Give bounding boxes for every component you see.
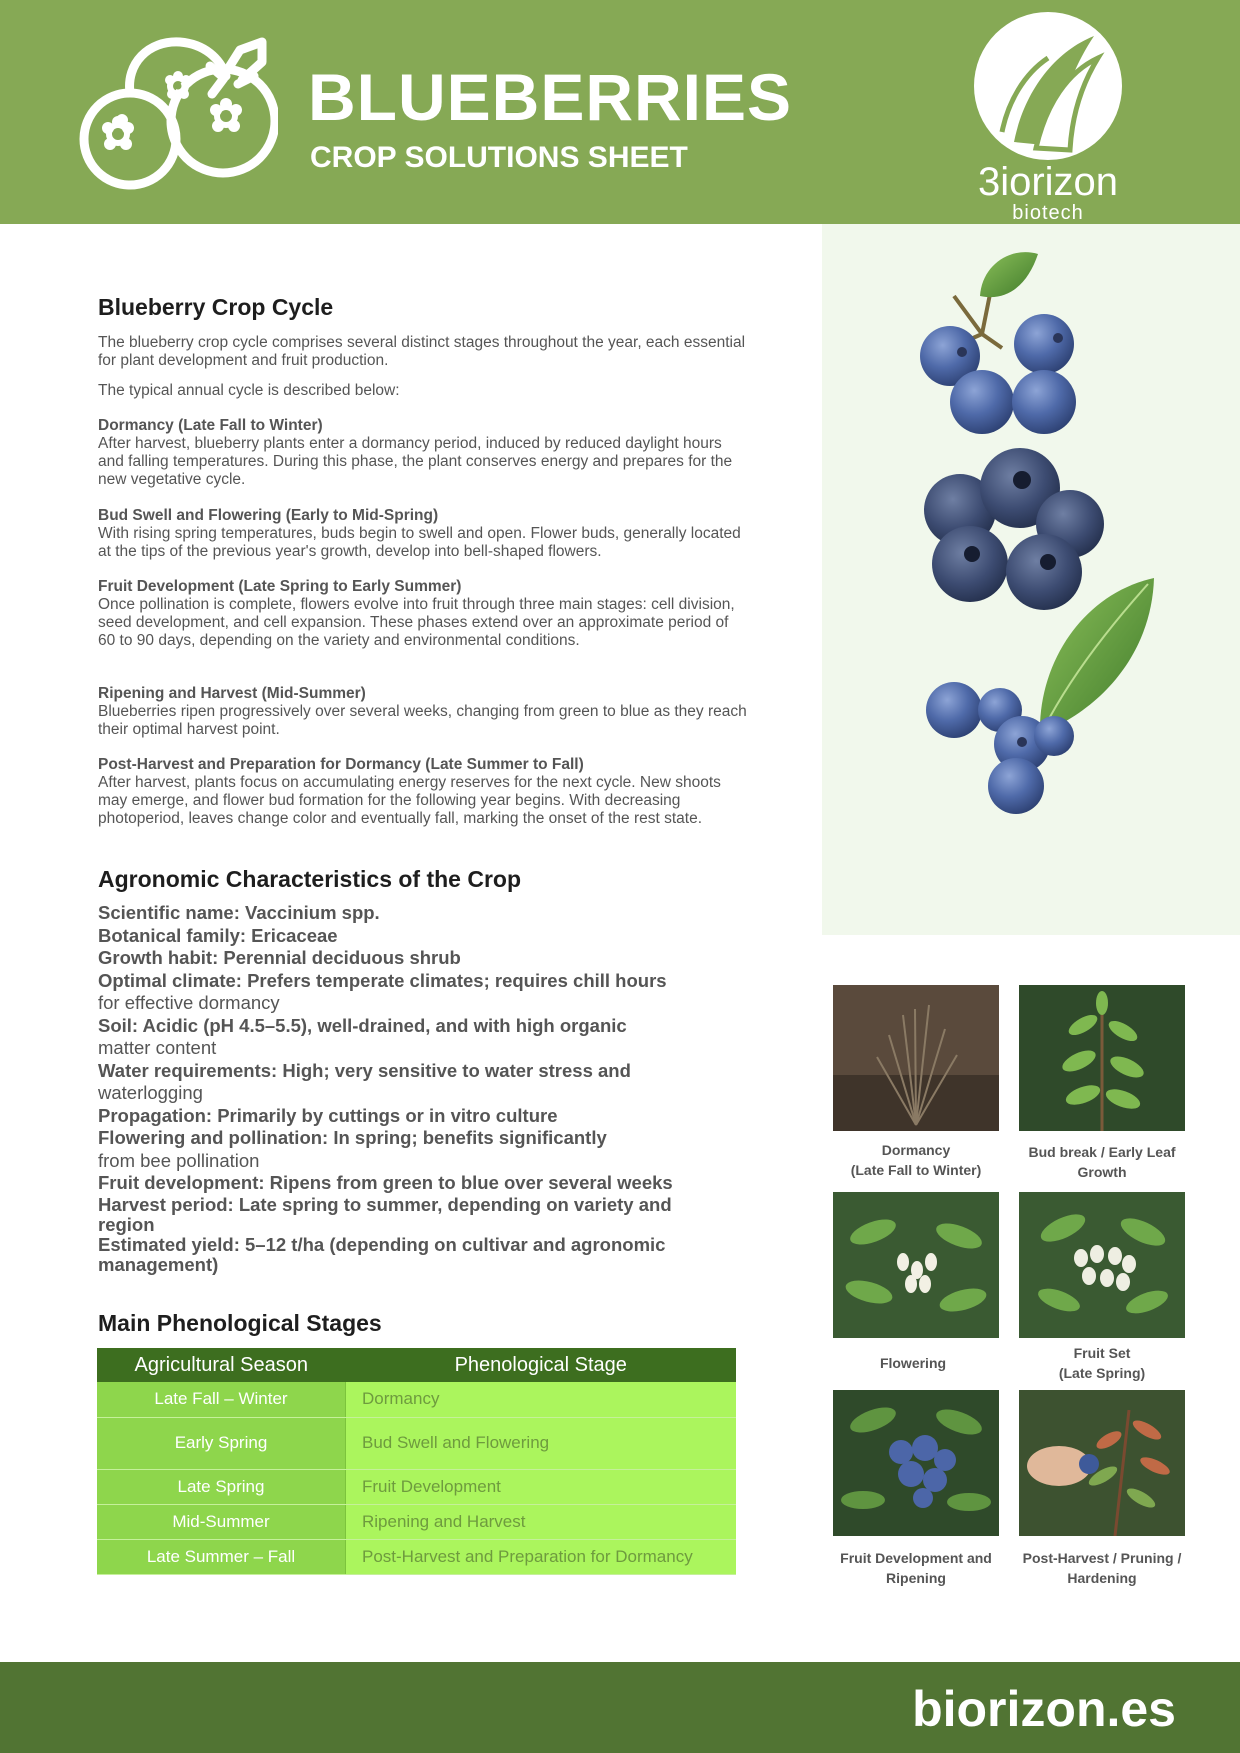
post-harvest-photo xyxy=(1019,1390,1185,1536)
agronomic-list xyxy=(98,902,698,1275)
berry-cluster-3 xyxy=(926,578,1154,814)
flowering-photo xyxy=(833,1192,999,1338)
table-row: Late Spring Fruit Development xyxy=(97,1469,736,1504)
stage-title: Post-Harvest and Preparation for Dormancy (Late Summer to Fall) xyxy=(98,756,584,773)
agronomic-item: Soil: Acidic (pH 4.5–5.5), well-drained, and with high organic matter content xyxy=(98,1014,627,1058)
footer xyxy=(0,1662,1240,1753)
stage-title: Dormancy (Late Fall to Winter) xyxy=(98,417,323,434)
agronomic-item: Scientific name: Vaccinium spp. xyxy=(98,902,380,923)
stage-title: Ripening and Harvest (Mid-Summer) xyxy=(98,685,366,702)
agronomic-item: Water requirements: High; very sensitive to water stress and waterlogging xyxy=(98,1059,631,1103)
brand-subtitle: biotech xyxy=(1012,202,1084,224)
dormancy-photo xyxy=(833,985,999,1131)
page-title: BLUEBERRIES xyxy=(308,60,793,134)
column-header-stage: Phenological Stage xyxy=(346,1348,737,1382)
stage-text: After harvest, plants focus on accumulating energy reserves for the next cycle. New shoots may emerge, and flower bud formation for the following year begins. With decreasing photoperiod, leaves change color and eventually fall, marking the onset of the rest state. xyxy=(98,774,721,827)
stage-text: Blueberries ripen progressively over several weeks, changing from green to blue as they reach their optimal harvest point. xyxy=(98,703,747,738)
stage-text: Once pollination is complete, flowers evolve into fruit through three main stages: cell division, seed development, and cell expansion. These phases extend over an approximate period of 60 to 90 days, depending on the variety and environmental conditions. xyxy=(98,596,735,649)
table-row: Mid-Summer Ripening and Harvest xyxy=(97,1504,736,1539)
crop-cycle-intro-2: The typical annual cycle is described below: xyxy=(98,382,400,399)
header-banner xyxy=(0,0,1240,224)
stage-block xyxy=(98,685,748,739)
agronomic-item: Optimal climate: Prefers temperate climates; requires chill hours for effective dormancy xyxy=(98,969,667,1013)
photo-caption: Post-Harvest / Pruning / Hardening xyxy=(1022,1550,1182,1586)
photo-caption: Dormancy (Late Fall to Winter) xyxy=(850,1142,982,1178)
berry-cluster-2 xyxy=(924,448,1104,610)
website-link[interactable]: biorizon.es xyxy=(912,1681,1176,1737)
stage-title: Bud Swell and Flowering (Early to Mid-Spring) xyxy=(98,507,439,524)
brand-leaf-icon xyxy=(974,12,1122,160)
crop-cycle-intro: The blueberry crop cycle comprises several distinct stages throughout the year, each essential for plant development and fruit production. xyxy=(98,334,746,369)
agronomic-item: Fruit development: Ripens from green to blue over several weeks xyxy=(98,1172,673,1193)
agronomic-item: Harvest period: Late spring to summer, depending on variety and region xyxy=(98,1193,672,1235)
stage-text: With rising spring temperatures, buds begin to swell and open. Flower buds, generally located at the tips of the previous year's growth, develop into bell-shaped flowers. xyxy=(98,525,741,560)
berry-illustration-panel xyxy=(822,224,1240,935)
berry-cluster-1 xyxy=(920,252,1076,434)
agronomic-item: Propagation: Primarily by cuttings or in vitro culture xyxy=(98,1104,558,1126)
table-row: Late Fall – Winter Dormancy xyxy=(97,1382,736,1417)
phenology-table xyxy=(97,1348,736,1575)
stage-text: After harvest, blueberry plants enter a dormancy period, induced by reduced daylight hours and falling temperatures. During this phase, the plant conserves energy and prepares for the new vegetative cycle. xyxy=(98,435,733,488)
stage-block xyxy=(98,756,748,828)
stage-block xyxy=(98,417,748,489)
page-subtitle: CROP SOLUTIONS SHEET xyxy=(310,141,688,174)
photo-caption: Bud break / Early Leaf Growth xyxy=(1028,1144,1176,1180)
column-header-season: Agricultural Season xyxy=(97,1348,346,1382)
agronomic-item: Botanical family: Ericaceae xyxy=(98,924,338,946)
agronomic-heading: Agronomic Characteristics of the Crop xyxy=(98,866,522,892)
agronomic-item: Flowering and pollination: In spring; benefits significantly from bee pollination xyxy=(98,1127,607,1171)
blueberry-illustrations xyxy=(822,224,1240,935)
crop-cycle-heading: Blueberry Crop Cycle xyxy=(98,294,334,320)
phenology-heading: Main Phenological Stages xyxy=(98,1310,382,1336)
table-row: Early Spring Bud Swell and Flowering xyxy=(97,1417,736,1469)
agronomic-item: Growth habit: Perennial deciduous shrub xyxy=(98,947,461,968)
stage-block xyxy=(98,507,748,561)
photo-caption: Fruit Set (Late Spring) xyxy=(1058,1345,1146,1381)
stage-title: Fruit Development (Late Spring to Early Summer) xyxy=(98,578,462,595)
photo-caption: Fruit Development and Ripening xyxy=(840,1550,992,1586)
brand-logo xyxy=(968,12,1128,224)
blueberry-outline-icon xyxy=(78,36,278,191)
brand-name: 3iorizon xyxy=(977,160,1119,204)
bud-break-photo xyxy=(1019,985,1185,1131)
table-row: Late Summer – Fall Post-Harvest and Preparation for Dormancy xyxy=(97,1539,736,1574)
photo-caption: Flowering xyxy=(879,1355,947,1371)
agronomic-item: Estimated yield: 5–12 t/ha (depending on cultivar and agronomic management) xyxy=(98,1233,666,1275)
stage-block xyxy=(98,578,748,650)
ripening-photo xyxy=(833,1390,999,1536)
fruit-set-photo xyxy=(1019,1192,1185,1338)
